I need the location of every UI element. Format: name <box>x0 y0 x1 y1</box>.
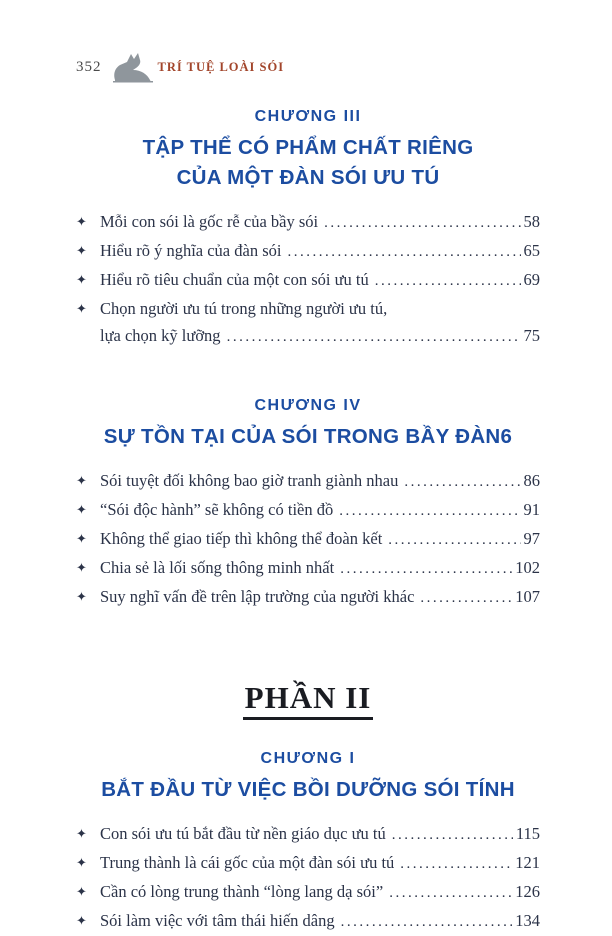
section-title-line: BẮT ĐẦU TỪ VIỆC BỒI DƯỠNG SÓI TÍNH <box>101 778 515 801</box>
entry-text: Chia sẻ là lối sống thông minh nhất <box>100 558 335 577</box>
toc-entry <box>76 496 540 525</box>
entry-body <box>100 849 540 878</box>
toc-entry <box>76 525 540 554</box>
toc-entry <box>76 237 540 266</box>
star-bullet-icon: ✦ <box>76 826 87 841</box>
entry-page-number: 102 <box>515 558 540 577</box>
entry-text: Chọn người ưu tú trong những người ưu tú, <box>100 299 388 318</box>
entry-text: Con sói ưu tú bắt đầu từ nền giáo dục ưu tú <box>100 824 386 843</box>
entry-text: Hiểu rõ ý nghĩa của đàn sói <box>100 241 282 260</box>
entry-list <box>76 467 540 612</box>
entry-text: Hiểu rõ tiêu chuẩn của một con sói ưu tú <box>100 270 369 289</box>
entry-text: Suy nghĩ vấn đề trên lập trường của người khác <box>100 587 415 606</box>
part-heading <box>76 680 540 720</box>
star-bullet-icon: ✦ <box>76 272 87 287</box>
dot-leader <box>389 878 512 907</box>
entry-body <box>100 266 540 295</box>
star-bullet-icon: ✦ <box>76 531 87 546</box>
page-header <box>76 50 540 84</box>
star-bullet-icon: ✦ <box>76 473 87 488</box>
entry-page-number: 65 <box>523 241 540 260</box>
entry-body <box>100 295 540 351</box>
dot-leader <box>375 266 521 295</box>
toc-entry <box>76 820 540 849</box>
entry-line <box>100 554 540 583</box>
entry-line <box>100 849 540 878</box>
section-title-line: SỰ TỒN TẠI CỦA SÓI TRONG BẦY ĐÀN6 <box>103 425 513 448</box>
toc-section <box>76 750 540 936</box>
entry-page-number: 75 <box>523 326 540 345</box>
toc-entry <box>76 554 540 583</box>
star-bullet-icon: ✦ <box>76 560 87 575</box>
section-title-line: CỦA MỘT ĐÀN SÓI ƯU TÚ <box>176 166 440 189</box>
toc-entry <box>76 583 540 612</box>
entry-page-number: 134 <box>515 911 540 930</box>
star-bullet-icon: ✦ <box>76 884 87 899</box>
page-number: 352 <box>76 58 102 75</box>
entry-text: Cần có lòng trung thành “lòng lang dạ sói” <box>100 882 384 901</box>
dot-leader <box>339 496 520 525</box>
entry-body <box>100 208 540 237</box>
entry-page-number: 69 <box>523 270 540 289</box>
section-title <box>76 422 540 452</box>
toc-entry <box>76 208 540 237</box>
star-bullet-icon: ✦ <box>76 243 87 258</box>
table-of-contents <box>76 108 540 936</box>
entry-line <box>100 583 540 612</box>
dot-leader <box>388 525 520 554</box>
chapter-label: CHƯƠNG III <box>254 108 362 125</box>
section-title-line: TẬP THỂ CÓ PHẨM CHẤT RIÊNG <box>142 136 474 159</box>
star-bullet-icon: ✦ <box>76 855 87 870</box>
dot-leader <box>227 322 521 351</box>
entry-text: Không thể giao tiếp thì không thể đoàn kết <box>100 529 383 548</box>
star-bullet-icon: ✦ <box>76 214 87 229</box>
section-title <box>76 775 540 805</box>
entry-page-number: 86 <box>523 471 540 490</box>
entry-list <box>76 820 540 936</box>
entry-line <box>100 237 540 266</box>
entry-page-number: 107 <box>515 587 540 606</box>
star-bullet-icon: ✦ <box>76 913 87 928</box>
entry-line <box>100 467 540 496</box>
entry-line <box>100 525 540 554</box>
entry-line <box>100 496 540 525</box>
dot-leader <box>404 467 520 496</box>
entry-list <box>76 208 540 351</box>
entry-line <box>100 266 540 295</box>
toc-entry <box>76 266 540 295</box>
entry-text: “Sói độc hành” sẽ không có tiền đồ <box>100 500 334 519</box>
entry-body <box>100 583 540 612</box>
toc-entry <box>76 849 540 878</box>
entry-line <box>100 820 540 849</box>
section-title <box>76 133 540 193</box>
wolf-logo-icon <box>108 51 154 83</box>
star-bullet-icon: ✦ <box>76 502 87 517</box>
entry-body <box>100 878 540 907</box>
dot-leader <box>420 583 512 612</box>
entry-body <box>100 237 540 266</box>
entry-text: Mỗi con sói là gốc rễ của bầy sói <box>100 212 319 231</box>
entry-page-number: 97 <box>523 529 540 548</box>
entry-body <box>100 525 540 554</box>
entry-text: Sói làm việc với tâm thái hiến dâng <box>100 911 335 930</box>
toc-entry <box>76 295 540 351</box>
entry-text: Sói tuyệt đối không bao giờ tranh giành nhau <box>100 471 399 490</box>
dot-leader <box>287 237 520 266</box>
entry-body <box>100 467 540 496</box>
toc-entry <box>76 467 540 496</box>
entry-page-number: 121 <box>515 853 540 872</box>
toc-section <box>76 108 540 351</box>
chapter-label: CHƯƠNG I <box>260 750 356 767</box>
entry-text: Trung thành là cái gốc của một đàn sói ưu tú <box>100 853 395 872</box>
entry-line <box>100 208 540 237</box>
entry-line <box>100 322 540 351</box>
dot-leader <box>324 208 520 237</box>
dot-leader <box>392 820 513 849</box>
entry-page-number: 115 <box>515 824 540 843</box>
entry-body <box>100 496 540 525</box>
book-title: TRÍ TUỆ LOÀI SÓI <box>157 59 285 74</box>
entry-page-number: 58 <box>523 212 540 231</box>
toc-entry <box>76 878 540 907</box>
entry-text: lựa chọn kỹ lưỡng <box>100 326 221 345</box>
dot-leader <box>340 554 512 583</box>
part-label: PHẦN II <box>243 680 374 720</box>
dot-leader <box>400 849 512 878</box>
entry-line <box>100 878 540 907</box>
star-bullet-icon: ✦ <box>76 301 87 316</box>
entry-page-number: 126 <box>515 882 540 901</box>
toc-section <box>76 397 540 612</box>
entry-page-number: 91 <box>523 500 540 519</box>
entry-body <box>100 820 540 849</box>
star-bullet-icon: ✦ <box>76 589 87 604</box>
chapter-label: CHƯƠNG IV <box>254 397 362 414</box>
entry-body <box>100 554 540 583</box>
